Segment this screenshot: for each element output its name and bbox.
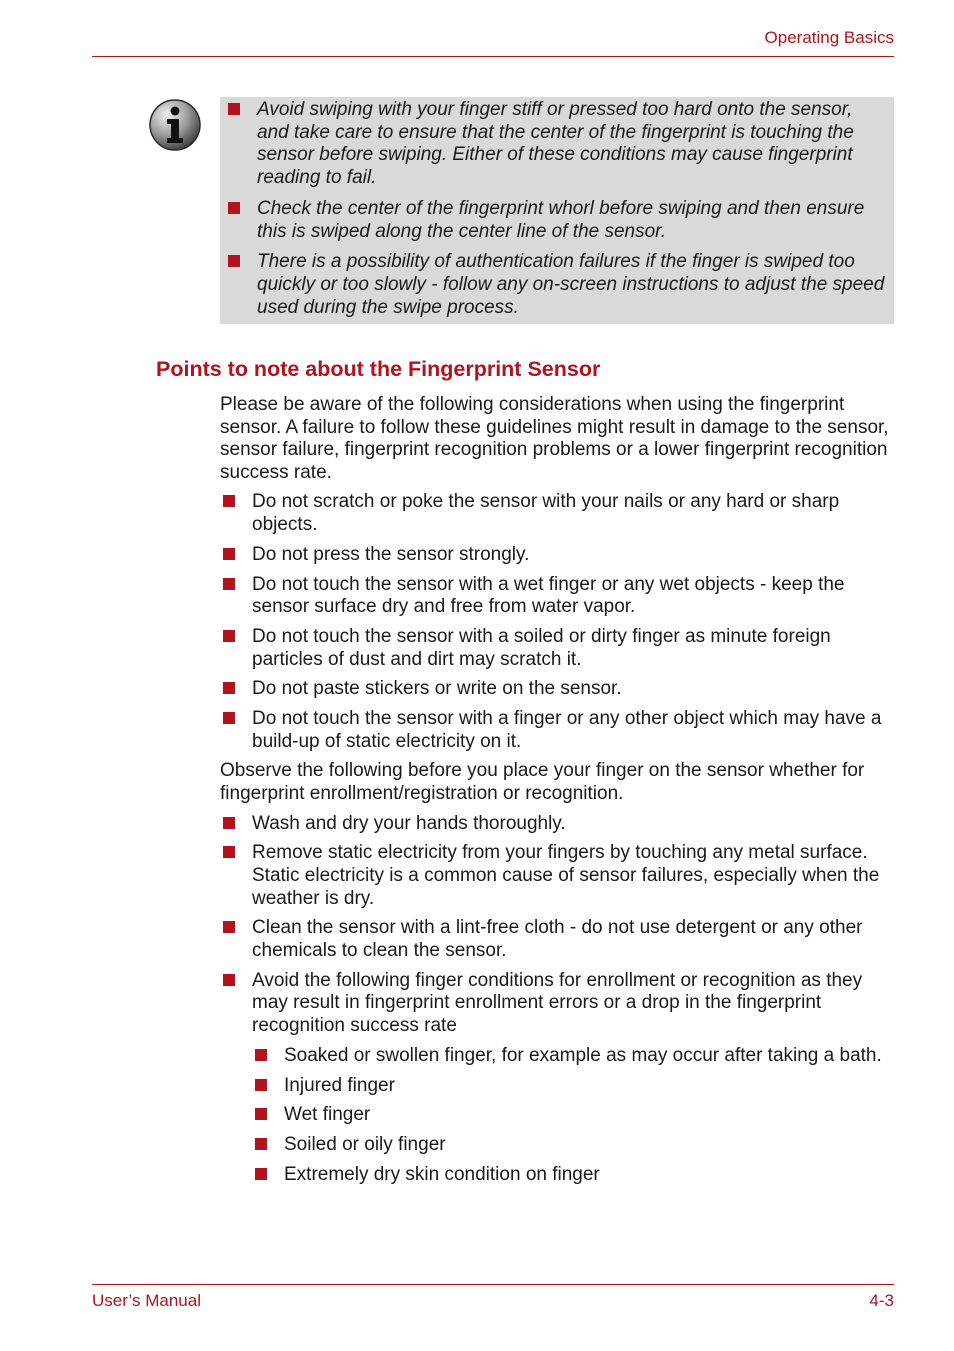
note-item bbox=[224, 99, 886, 190]
list-item-text: Soaked or swollen finger, for example as may occur after taking a bath. bbox=[284, 1044, 882, 1066]
square-bullet-icon bbox=[255, 1108, 267, 1120]
note-box bbox=[220, 97, 894, 324]
note-item-text: There is a possibility of authentication failures if the finger is swiped too quickly or too slowly - follow any on-screen instructions to adjust the speed used during the swipe process. bbox=[257, 251, 885, 318]
list-item bbox=[220, 544, 896, 567]
list-item bbox=[252, 1075, 896, 1098]
list-item-text: Clean the sensor with a lint-free cloth - do not use detergent or any other chemicals to clean the sensor. bbox=[252, 917, 863, 961]
list-item-text: Do not touch the sensor with a finger or any other object which may have a build-up of static electricity on it. bbox=[252, 708, 882, 752]
note-item-text: Check the center of the fingerprint whorl before swiping and then ensure this is swiped along the center line of the sensor. bbox=[257, 197, 865, 242]
list-item-text: Remove static electricity from your fingers by touching any metal surface. Static electricity is a common cause of sensor failures, especially when the weather is dry. bbox=[252, 842, 880, 909]
square-bullet-icon bbox=[255, 1168, 267, 1180]
list-item-text: Do not paste stickers or write on the sensor. bbox=[252, 678, 622, 700]
square-bullet-icon bbox=[223, 630, 235, 642]
list-item-text: Do not scratch or poke the sensor with your nails or any hard or sharp objects. bbox=[252, 491, 840, 535]
square-bullet-icon bbox=[223, 682, 235, 694]
list-item bbox=[220, 970, 896, 1038]
preparation-list bbox=[220, 813, 896, 1038]
list-item bbox=[220, 574, 896, 619]
list-item-text: Wet finger bbox=[284, 1104, 371, 1126]
list-item-text: Wash and dry your hands thoroughly. bbox=[252, 812, 566, 834]
intro-paragraph: Please be aware of the following considerations when using the fingerprint sensor. A failure to follow these guidelines might result in damage to the sensor, sensor failure, fingerprint recognition problems or a lower fingerprint recognition success rate. bbox=[220, 394, 889, 483]
square-bullet-icon bbox=[255, 1079, 267, 1091]
list-item bbox=[252, 1134, 896, 1157]
note-item-text: Avoid swiping with your finger stiff or pressed too hard onto the sensor, and take care to ensure that the center of the fingerprint is touching the sensor before swiping. Either of these conditions may cause fingerprint reading to fail. bbox=[257, 99, 854, 189]
list-item bbox=[252, 1104, 896, 1127]
header-rule bbox=[92, 56, 894, 57]
section-heading: Points to note about the Fingerprint Sensor bbox=[156, 357, 601, 381]
square-bullet-icon bbox=[223, 495, 235, 507]
list-item bbox=[252, 1045, 896, 1068]
square-bullet-icon bbox=[223, 974, 235, 986]
list-item bbox=[220, 708, 896, 753]
finger-conditions-list bbox=[252, 1045, 896, 1187]
observe-paragraph: Observe the following before you place your finger on the sensor whether for fingerprint enrollment/registration or recognition. bbox=[220, 760, 865, 805]
square-bullet-icon bbox=[223, 921, 235, 933]
list-item-text: Avoid the following finger conditions for enrollment or recognition as they may result in fingerprint enrollment errors or a drop in the fingerprint recognition success rate bbox=[252, 969, 863, 1036]
section-body bbox=[220, 394, 896, 1194]
note-item bbox=[224, 198, 886, 243]
info-icon bbox=[148, 98, 202, 152]
square-bullet-icon bbox=[223, 548, 235, 560]
list-item bbox=[220, 678, 896, 701]
list-item bbox=[220, 813, 896, 836]
square-bullet-icon bbox=[223, 846, 235, 858]
note-item bbox=[224, 251, 886, 319]
list-item-text: Do not touch the sensor with a soiled or dirty finger as minute foreign particles of dust and dirt may scratch it. bbox=[252, 625, 831, 670]
guidelines-list bbox=[220, 491, 896, 753]
list-item bbox=[220, 917, 896, 962]
list-item-text: Extremely dry skin condition on finger bbox=[284, 1163, 600, 1185]
square-bullet-icon bbox=[228, 255, 240, 267]
list-item bbox=[220, 626, 896, 671]
square-bullet-icon bbox=[223, 712, 235, 724]
page-number: 4-3 bbox=[869, 1291, 894, 1310]
footer-rule bbox=[92, 1284, 894, 1285]
list-item bbox=[252, 1164, 896, 1187]
square-bullet-icon bbox=[255, 1138, 267, 1150]
footer-manual-title: User’s Manual bbox=[92, 1291, 201, 1310]
square-bullet-icon bbox=[228, 103, 240, 115]
list-item-text: Injured finger bbox=[284, 1074, 395, 1096]
list-item bbox=[220, 842, 896, 910]
page-header-title: Operating Basics bbox=[764, 28, 894, 47]
square-bullet-icon bbox=[255, 1049, 267, 1061]
list-item-text: Soiled or oily finger bbox=[284, 1134, 446, 1156]
list-item-text: Do not touch the sensor with a wet finger or any wet objects - keep the sensor surface dry and free from water vapor. bbox=[252, 573, 845, 618]
note-list bbox=[224, 99, 886, 319]
square-bullet-icon bbox=[223, 578, 235, 590]
list-item bbox=[220, 491, 896, 536]
list-item-text: Do not press the sensor strongly. bbox=[252, 543, 530, 565]
square-bullet-icon bbox=[223, 817, 235, 829]
square-bullet-icon bbox=[228, 202, 240, 214]
